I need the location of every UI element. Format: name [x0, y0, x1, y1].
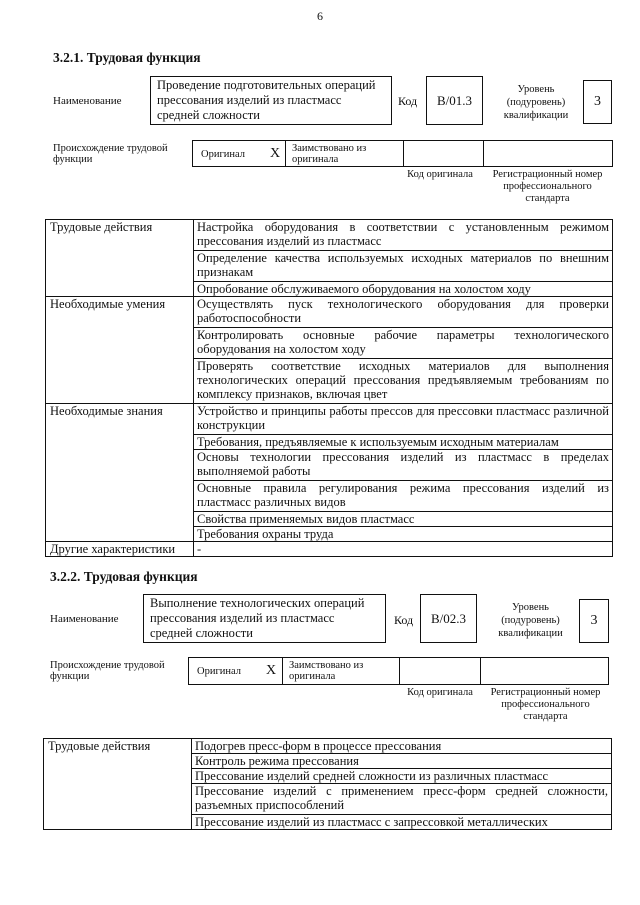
- item-cell: Контролировать основные рабочие параметры технологического оборудования на холостом ходу: [194, 328, 613, 359]
- code-value: B/02.3: [430, 610, 467, 626]
- item-cell: Устройство и принципы работы прессов для прессовки пластмасс различной конструкции: [194, 404, 613, 435]
- origin-table: [188, 657, 609, 685]
- level-label: Уровень (подуровень) квалификации: [503, 84, 569, 121]
- level-box: [579, 599, 609, 643]
- reg-number-caption: Регистрационный номер профессионального стандарта: [492, 169, 603, 204]
- labor-function-table-2: [43, 738, 612, 830]
- section-title-3-2-1: 3.2.1. Трудовая функция: [53, 50, 201, 65]
- code-original-caption: Код оригинала: [407, 169, 473, 180]
- original-label: Оригинал: [197, 666, 241, 677]
- item-cell: Требования, предъявляемые к используемым исходным материалам: [194, 435, 613, 450]
- item-cell: Прессование изделий средней сложности из различных пластмасс: [192, 769, 612, 784]
- code-box: [420, 594, 477, 643]
- item-cell: Требования охраны труда: [194, 527, 613, 542]
- table-row: [46, 220, 613, 251]
- section-title-3-2-2: 3.2.2. Трудовая функция: [50, 569, 198, 584]
- page-number: 6: [317, 9, 323, 23]
- item-cell: Свойства применяемых видов пластмасс: [194, 512, 613, 527]
- labor-function-table-1: [45, 219, 613, 557]
- level-value: 3: [594, 94, 601, 109]
- original-mark: X: [266, 663, 277, 678]
- code-label: Код: [398, 94, 418, 108]
- table-row: [44, 739, 612, 754]
- name-label: Наименование: [50, 613, 119, 625]
- table-row: [46, 542, 613, 557]
- name-label: Наименование: [53, 95, 122, 107]
- item-cell: Настройка оборудования в соответствии с установленным режимом прессования изделий из пластмасс: [194, 220, 613, 251]
- code-box: [426, 76, 483, 125]
- category-cell: Трудовые действия: [44, 739, 192, 830]
- function-name: Проведение подготовительных операций прессования изделий из пластмасс средней сложности: [157, 78, 376, 122]
- table-row: [46, 297, 613, 328]
- table-row: [46, 404, 613, 435]
- level-value: 3: [590, 613, 598, 628]
- original-label: Оригинал: [201, 149, 245, 160]
- code-label: Код: [394, 613, 414, 627]
- item-cell: Основные правила регулирования режима прессования изделий из пластмасс различных видов: [194, 481, 613, 512]
- item-cell: Опробование обслуживаемого оборудования на холостом ходу: [194, 282, 613, 297]
- borrowed-label: Заимствовано из оригинала: [292, 143, 367, 165]
- reg-number-caption: Регистрационный номер профессионального стандарта: [490, 687, 601, 722]
- category-cell: Трудовые действия: [46, 220, 194, 297]
- function-name: Выполнение технологических операций прессования изделий из пластмасс средней сложности: [150, 596, 365, 640]
- item-cell: Осуществлять пуск технологического оборудования для проверки работоспособности: [194, 297, 613, 328]
- code-value: B/01.3: [436, 92, 473, 108]
- item-cell: Прессование изделий с применением пресс-форм средней сложности, разъемных приспособлений: [192, 784, 612, 815]
- origin-table: [192, 140, 613, 167]
- item-cell: Подогрев пресс-форм в процессе прессования: [192, 739, 612, 754]
- category-cell: Необходимые умения: [46, 297, 194, 404]
- level-label: Уровень (подуровень) квалификации: [498, 602, 563, 639]
- origin-label: Происхождение трудовой функции: [50, 660, 165, 682]
- origin-label: Происхождение трудовой функции: [53, 143, 168, 165]
- item-cell: -: [194, 542, 613, 557]
- code-original-caption: Код оригинала: [407, 687, 473, 698]
- item-cell: Основы технологии прессования изделий из пластмасс в пределах выполняемой работы: [194, 450, 613, 481]
- item-cell: Проверять соответствие исходных материалов для выполнения технологических операций прессования предъявляемым требованиям по комплексу признаков, включая цвет: [194, 359, 613, 404]
- function-name-box: [150, 76, 392, 125]
- borrowed-label: Заимствовано из оригинала: [289, 660, 364, 682]
- category-cell: Необходимые знания: [46, 404, 194, 542]
- item-cell: Прессование изделий из пластмасс с запрессовкой металлических: [192, 815, 612, 830]
- original-mark: X: [270, 146, 281, 161]
- item-cell: Контроль режима прессования: [192, 754, 612, 769]
- item-cell: Определение качества используемых исходных материалов по внешним признакам: [194, 251, 613, 282]
- function-name-box: [143, 594, 386, 643]
- level-box: [583, 80, 612, 124]
- category-cell: Другие характеристики: [46, 542, 194, 557]
